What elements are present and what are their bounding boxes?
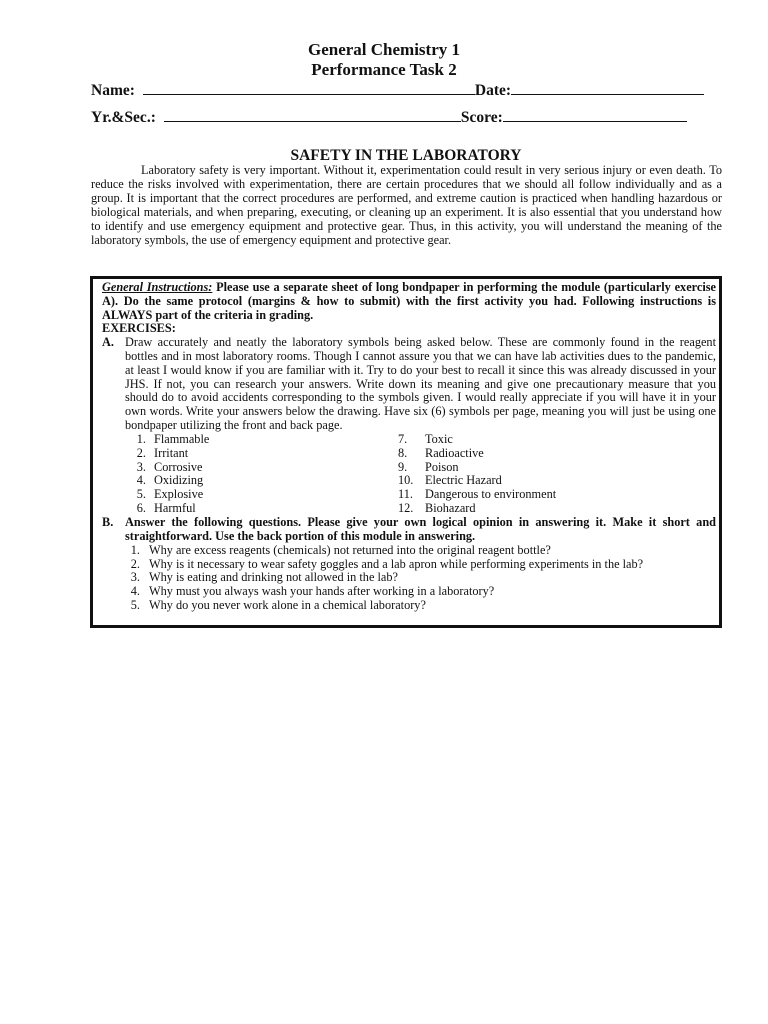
name-blank (143, 80, 475, 95)
name-date-row (91, 80, 731, 100)
date-blank (511, 80, 704, 95)
symbols-left-column (102, 433, 398, 516)
list-item: 4. Why must you always wash your hands after working in a laboratory? (130, 584, 495, 599)
exercises-heading: EXERCISES: (102, 321, 176, 336)
list-item: 8. Radioactive (398, 445, 484, 460)
list-item: 3. Corrosive (136, 459, 203, 474)
symbols-list (102, 433, 716, 516)
section-title: SAFETY IN THE LABORATORY (290, 147, 522, 164)
list-item: 12. Biohazard (398, 501, 476, 516)
list-item: 5. Explosive (136, 487, 204, 502)
list-item: 9. Poison (398, 459, 459, 474)
list-item: 4. Oxidizing (136, 473, 204, 488)
exercise-a-text: Draw accurately and neatly the laboratory symbols being asked below. These are commonly found in the reagent bottles and in most laboratory rooms. Though I cannot assure you that we can have lab activities dues to the pandemic, at least I would know if you are familiar with it. Try to do your best to recall it since this was already discussed in your JHS. If not, you can research your answers. Write down its meaning and give one precautionary measure that you should do to avoid accidents corresponding to the symbols given. I would really appreciate if you will have it in your own words. Write your answers below the drawing. Have six (6) symbols per page, meaning you will just be using one bondpaper utilizing the front and back page. (125, 335, 716, 432)
exercise-b-letter: B. (102, 515, 114, 530)
score-blank (503, 107, 687, 122)
list-item: 5. Why do you never work alone in a chemical laboratory? (130, 598, 426, 613)
course-title: General Chemistry 1 (307, 40, 461, 59)
list-item: 11. Dangerous to environment (398, 487, 557, 502)
exercise-a-letter: A. (102, 335, 114, 350)
questions-list (102, 544, 716, 613)
task-title: Performance Task 2 (311, 60, 457, 79)
date-label: Date: (474, 82, 512, 99)
yrsec-score-row (91, 107, 731, 127)
list-item: 10. Electric Hazard (398, 473, 502, 488)
list-item: 2. Irritant (136, 445, 189, 460)
instructions-text: Please use a separate sheet of long bondpaper in performing the module (particularly exercise A). Do the same protocol (margins & how to submit) with the first activity you had. Following instructions is ALWAYS part of the criteria in grading. (102, 280, 716, 322)
score-label: Score: (460, 109, 503, 126)
list-item: 1. Why are excess reagents (chemicals) not returned into the original reagent bottle? (130, 542, 551, 557)
list-item: 3. Why is eating and drinking not allowed in the lab? (130, 570, 398, 585)
list-item: 2. Why is it necessary to wear safety goggles and a lab apron while performing experiments in the lab? (130, 556, 644, 571)
list-item: 1. Flammable (136, 431, 210, 446)
list-item: 7. Toxic (398, 431, 453, 446)
symbols-right-column (398, 433, 694, 516)
yrsec-label: Yr.&Sec.: (91, 109, 156, 126)
exercise-a (102, 336, 716, 433)
exercise-b (102, 516, 716, 544)
general-instructions (102, 281, 716, 322)
instructions-label: General Instructions: (102, 280, 213, 294)
list-item: 6. Harmful (136, 501, 196, 516)
instructions-box (90, 276, 722, 628)
yrsec-blank (164, 107, 461, 122)
name-label: Name: (91, 82, 135, 99)
intro-paragraph: Laboratory safety is very important. Without it, experimentation could result in very serious injury or even death. To reduce the risks involved with experimentation, there are certain procedures that we should all follow individually and as a group. It is important that the correct procedures are performed, and extreme caution is practiced when handling hazardous or biological materials, and when preparing, executing, or cleaning up an experiment. It is also essential that you understand how to identify and use emergency equipment and protective gear. Thus, in this activity, you will understand the meaning of the laboratory symbols, the use of emergency equipment and protective gear. (91, 163, 722, 247)
exercise-b-text: Answer the following questions. Please give your own logical opinion in answering it. Make it short and straightforward. Use the back portion of this module in answering. (125, 515, 716, 543)
